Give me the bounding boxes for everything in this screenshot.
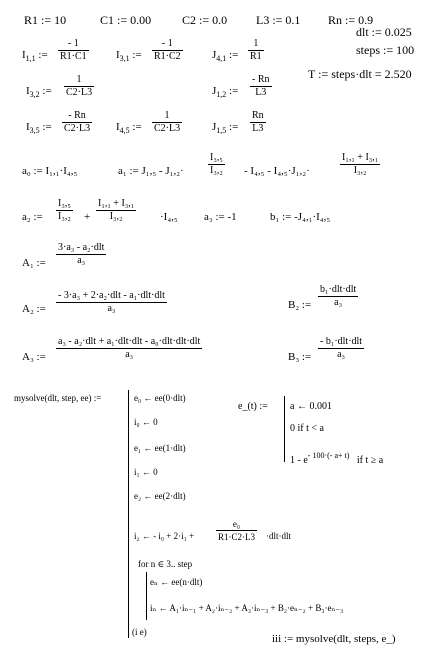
param-steps[interactable]: steps := 100 — [356, 43, 415, 57]
efunc-line2: 0 if t < a — [290, 423, 324, 434]
a2-frac2-den: I₃,₂ — [96, 210, 136, 223]
coef-i11-lhs[interactable]: $I_{1,1}$ := — [22, 49, 48, 63]
A1-den: a₃ — [56, 254, 106, 267]
B3-num: - b₁·dlt·dlt — [320, 336, 363, 347]
A3-num: a₃ - a₂·dlt + a₁·dlt·dlt - a₀·dlt·dlt·dlt — [58, 336, 201, 347]
A3-den: a₃ — [56, 348, 202, 361]
coef-i31-den: R1·C2 — [154, 51, 181, 62]
prog-loop: for n ∈ 3.. step — [138, 559, 193, 569]
coef-i11-num: - 1 — [67, 38, 79, 49]
param-rn[interactable]: Rn := 0.9 — [328, 13, 374, 27]
a2-prefix[interactable]: a₂ := — [22, 211, 43, 223]
a2-frac1 — [56, 198, 73, 223]
efunc-lhs[interactable]: e_(t) := — [238, 401, 268, 412]
coef-j15-num: Rn — [252, 110, 264, 121]
coef-j15-frac — [250, 110, 266, 135]
B2-num: b₁·dlt·dlt — [320, 284, 357, 295]
A1-lhs[interactable]: A₁ := — [22, 257, 46, 269]
prog-line-6-num: e₀ — [232, 519, 241, 529]
coef-i32-den: C2·L3 — [66, 87, 93, 98]
coef-i45-num: 1 — [164, 110, 170, 121]
coef-i31-lhs[interactable]: $I_{3,1}$ := — [116, 49, 142, 63]
B3-frac — [318, 336, 364, 361]
coef-j12-lhs[interactable]: $J_{1,2}$ := — [212, 85, 239, 99]
coef-i35-num: - Rn — [68, 110, 86, 121]
loop-line-1: eₙ ← ee(n·dlt) — [150, 577, 203, 587]
coef-i31-num: - 1 — [161, 38, 173, 49]
coef-j15-lhs[interactable]: $J_{1,5}$ := — [212, 121, 239, 135]
coef-j15-den: L3 — [250, 122, 266, 135]
A1-frac — [56, 242, 106, 267]
b1-def[interactable]: b₁ := -J₄,₁·I₄,₅ — [270, 211, 331, 223]
prog-line-4: i₁ ← 0 — [134, 467, 158, 477]
A2-den: a₃ — [56, 302, 167, 315]
loop-bar — [146, 572, 147, 620]
coef-i32-num: 1 — [76, 74, 82, 85]
B2-den: a₃ — [318, 296, 358, 309]
param-r1[interactable]: R1 := 10 — [24, 13, 67, 27]
param-dlt[interactable]: dlt := 0.025 — [356, 25, 412, 39]
call-mysolve[interactable]: iii := mysolve(dlt, steps, e_) — [272, 633, 396, 645]
a1-prefix[interactable]: a₁ := J₁,₅ - J₁,₂· — [118, 165, 184, 177]
a2-frac1-den: I₃,₂ — [58, 211, 71, 222]
coef-i32-lhs[interactable]: $I_{3,2}$ := — [26, 85, 52, 99]
a1-frac2-num: I₁,₁ + I₃,₁ — [342, 152, 379, 163]
a0-def[interactable]: a₀ := I₁,₁·I₄,₅ — [22, 165, 78, 177]
coef-j41-lhs[interactable]: $J_{4,1}$ := — [212, 49, 239, 63]
a2-frac2 — [96, 198, 136, 223]
A3-frac — [56, 336, 202, 361]
coef-i45-frac — [152, 110, 182, 135]
A1-num: 3·a₃ - a₂·dlt — [58, 242, 105, 253]
a2-frac2-num: I₁,₁ + I₃,₁ — [98, 198, 135, 209]
A2-lhs[interactable]: A₂ := — [22, 303, 46, 315]
prog-line-6-den: R1·C2·L3 — [218, 532, 255, 542]
coef-j12-den: L3 — [250, 86, 272, 99]
coef-j12-frac — [250, 74, 272, 99]
B2-frac — [318, 284, 358, 309]
a1-frac1-num: I₃,₅ — [210, 152, 223, 163]
a1-frac1-den: I₃,₂ — [210, 165, 223, 176]
coef-i45-lhs[interactable]: $I_{4,5}$ := — [116, 121, 142, 135]
program-header[interactable]: mysolve(dlt, step, ee) := — [14, 393, 102, 403]
coef-i32-frac — [64, 74, 94, 99]
coef-j41-den: R1 — [250, 51, 262, 62]
prog-line-6-prefix: i₂ ← - i₀ + 2·i₁ + — [134, 531, 195, 541]
a2-tail: ·I₄,₅ — [160, 211, 178, 223]
prog-line-3: e₁ ← ee(1·dlt) — [134, 443, 186, 453]
prog-line-6-tail: ·dlt·dlt — [266, 531, 291, 541]
A3-lhs[interactable]: A₃ := — [22, 351, 46, 363]
param-t[interactable]: T := steps·dlt = 2.520 — [308, 67, 412, 81]
prog-line-5: e₂ ← ee(2·dlt) — [134, 491, 186, 501]
a2-frac1-num: I₃,₅ — [58, 198, 71, 209]
coef-i35-den: C2·L3 — [64, 123, 91, 134]
program-bar — [128, 390, 129, 638]
prog-line-1: e₀ ← ee(0·dlt) — [134, 393, 186, 403]
A2-num: - 3·a₃ + 2·a₂·dlt - a₁·dlt·dlt — [58, 290, 165, 301]
coef-j41-frac — [248, 38, 264, 63]
a1-mid: - I₄,₅ - I₄,₅·J₁,₂· — [244, 165, 310, 177]
B3-den: a₃ — [318, 348, 364, 361]
coef-i35-frac — [62, 110, 92, 135]
efunc-line3: $1 - e^{- 100\cdot(- a+ t)}$ if t ≥ a — [290, 451, 384, 466]
a3-def[interactable]: a₃ := -1 — [204, 211, 237, 223]
coef-i31-frac — [152, 38, 183, 63]
a1-frac2 — [340, 152, 380, 177]
a2-plus: + — [84, 211, 91, 223]
coef-i35-lhs[interactable]: $I_{3,5}$ := — [26, 121, 52, 135]
a1-frac1 — [208, 152, 225, 177]
A2-frac — [56, 290, 167, 315]
B3-lhs[interactable]: B₃ := — [288, 351, 312, 363]
prog-line-6-frac — [216, 518, 257, 543]
coef-i11-frac — [58, 38, 89, 63]
efunc-bar — [284, 396, 285, 462]
coef-j12-num: - Rn — [252, 74, 270, 85]
prog-return: (i e) — [132, 627, 147, 637]
efunc-line1: a ← 0.001 — [290, 401, 332, 412]
a1-frac2-den: I₃,₂ — [340, 164, 380, 177]
coef-i11-den: R1·C1 — [60, 51, 87, 62]
loop-line-2: iₙ ← A₁·iₙ₋₁ + A₂·iₙ₋₂ + A₃·iₙ₋₃ + B₂·eₙ₋₂ + B₃·eₙ₋₃ — [150, 603, 344, 613]
coef-j41-num: 1 — [253, 38, 259, 49]
coef-i45-den: C2·L3 — [154, 123, 181, 134]
param-c1[interactable]: C1 := 0.00 — [100, 13, 152, 27]
prog-line-2: i₀ ← 0 — [134, 417, 158, 427]
B2-lhs[interactable]: B₂ := — [288, 299, 312, 311]
param-c2[interactable]: C2 := 0.0 — [182, 13, 228, 27]
param-l3[interactable]: L3 := 0.1 — [256, 13, 301, 27]
